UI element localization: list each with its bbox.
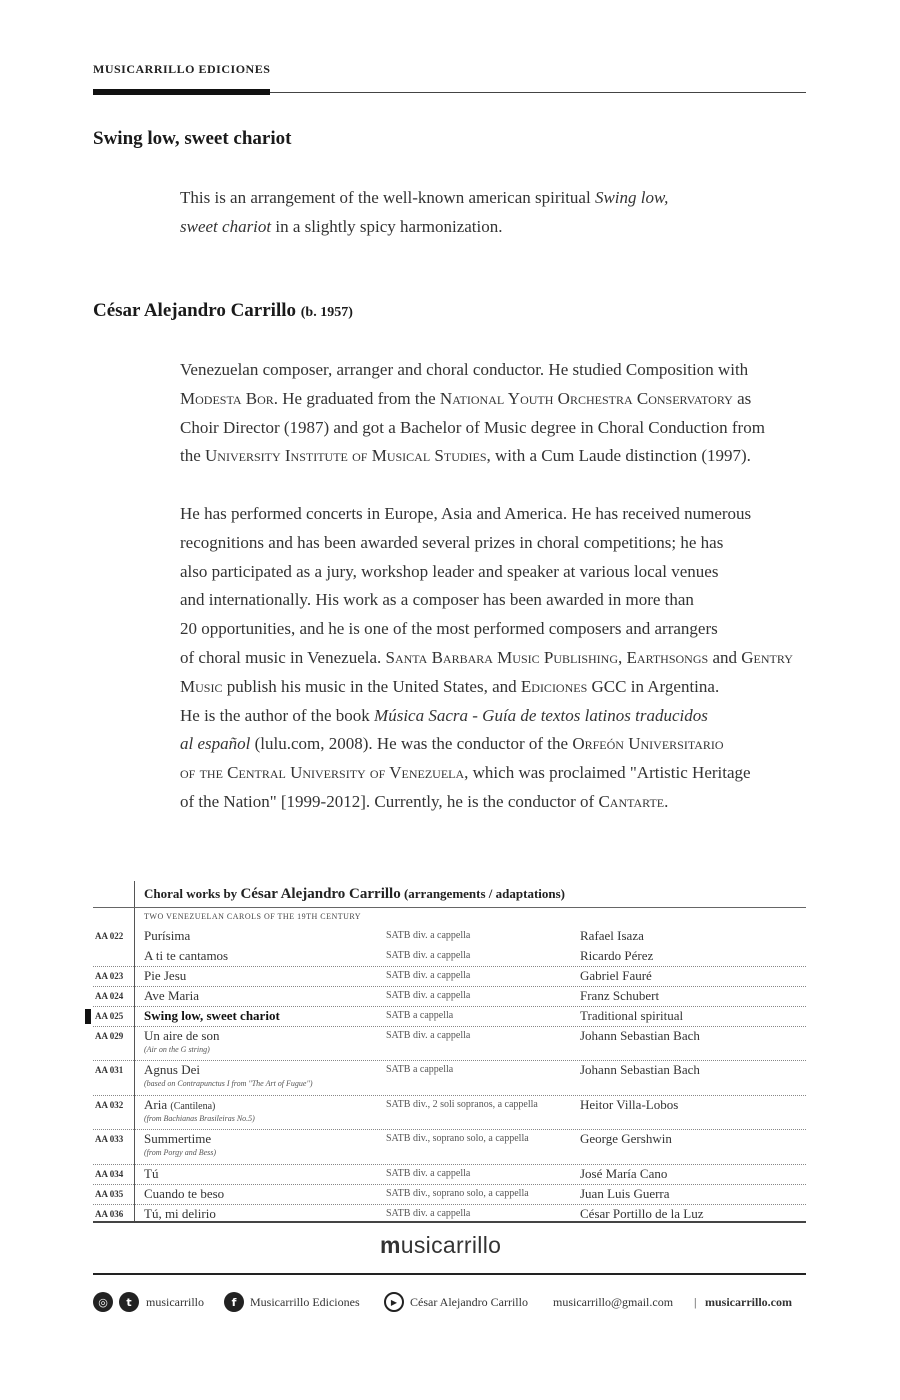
work-composer: Traditional spiritual xyxy=(580,1008,684,1023)
work-title-text: Purísima xyxy=(144,928,191,943)
work-title-text: Cuando te beso xyxy=(144,1186,225,1201)
facebook-page[interactable]: Musicarrillo Ediciones xyxy=(250,1295,360,1309)
work-composer: Ricardo Pérez xyxy=(580,948,654,963)
footer-separator: | xyxy=(694,1295,697,1309)
work-voicing: SATB div., soprano solo, a cappella xyxy=(386,1188,529,1199)
work-title-text: Tú, mi delirio xyxy=(144,1206,216,1221)
composer-years: (b. 1957) xyxy=(300,305,353,320)
work-title xyxy=(144,1186,224,1202)
musicarrillo-logo: musicarrillo xyxy=(380,1232,502,1258)
work-source-note: (from Porgy and Bess) xyxy=(144,1148,217,1157)
group-label: TWO VENEZUELAN CAROLS OF THE 19TH CENTURY xyxy=(144,912,362,921)
footer-rule xyxy=(93,1273,806,1275)
work-title-text: Pie Jesu xyxy=(144,968,187,983)
work-code: AA 035 xyxy=(95,1189,124,1199)
work-title xyxy=(144,948,228,964)
work-subtitle: (Cantilena) xyxy=(170,1101,216,1112)
work-voicing: SATB div. a cappella xyxy=(386,1030,471,1041)
row-rule xyxy=(93,1060,806,1061)
work-title-text: A ti te cantamos xyxy=(144,948,229,963)
row-rule xyxy=(93,1204,806,1205)
composer-name: César Alejandro Carrillo xyxy=(93,300,296,321)
work-title xyxy=(144,1097,215,1113)
row-rule xyxy=(93,1095,806,1096)
work-code: AA 025 xyxy=(95,1011,124,1021)
row-rule xyxy=(93,1026,806,1027)
piece-description: This is an arrangement of the well-known american spiritual Swing low, sweet chariot in a slightly spicy harmonization. xyxy=(180,188,669,236)
work-composer: José María Cano xyxy=(580,1166,668,1181)
work-title xyxy=(144,1028,219,1044)
work-composer: Franz Schubert xyxy=(580,988,660,1003)
row-rule xyxy=(93,966,806,967)
bio-paragraph-2: He has performed concerts in Europe, Asia and America. He has received numerous recognitions and has been awarded several prizes in choral competitions; he has also participated as a jury, workshop leader and speaker at various local venues and internationally. His work as a composer has been awarded in more than 20 opportunities, and he is one of the most performed composers and arrangers of choral music in Venezuela. Santa Barbara Music Publishing, Earthsongs and Gentry Music publish his music in the United States, and Ediciones GCC in Argentina. He is the author of the book Música Sacra - Guía de textos latinos traducidos al español (lulu.com, 2008). He was the conductor of the Orfeón Universitario of the Central University of Venezuela, which was proclaimed "Artistic Heritage of the Nation" [1999-2012]. Currently, he is the conductor of Cantarte. xyxy=(180,504,793,811)
work-code: AA 031 xyxy=(95,1065,124,1075)
work-voicing: SATB div., 2 soli sopranos, a cappella xyxy=(386,1099,538,1110)
work-voicing: SATB div., soprano solo, a cappella xyxy=(386,1133,529,1144)
work-title xyxy=(144,1008,280,1024)
work-voicing: SATB a cappella xyxy=(386,1010,454,1021)
work-code: AA 023 xyxy=(95,971,124,981)
bio-paragraph-1: Venezuelan composer, arranger and choral conductor. He studied Composition with Modesta Bor. He graduated from the National Youth Orchestra Conservatory as Choir Director (1987) and got a Bachelor of Music degree in Choral Conduction from the University Institute of Musical Studies, with a Cum Laude distinction (1997). xyxy=(180,360,765,466)
work-source-note: (Air on the G string) xyxy=(144,1045,210,1054)
work-voicing: SATB div. a cappella xyxy=(386,950,471,961)
work-code: AA 022 xyxy=(95,931,124,941)
work-voicing: SATB a cappella xyxy=(386,1064,454,1075)
row-rule xyxy=(93,986,806,987)
table-bottom-rule xyxy=(93,1221,806,1223)
composer-heading xyxy=(93,300,353,322)
row-rule xyxy=(93,1164,806,1165)
work-title xyxy=(144,968,186,984)
header-accent-bar xyxy=(93,89,270,95)
youtube-channel[interactable]: César Alejandro Carrillo xyxy=(410,1295,528,1309)
work-voicing: SATB div. a cappella xyxy=(386,1208,471,1219)
work-title xyxy=(144,928,190,944)
piece-title: Swing low, sweet chariot xyxy=(93,128,292,149)
work-title-text: Tú xyxy=(144,1166,159,1181)
work-title xyxy=(144,1206,216,1222)
work-source-note: (from Bachianas Brasileiras No.5) xyxy=(144,1114,255,1123)
work-voicing: SATB div. a cappella xyxy=(386,990,471,1001)
work-title-text: Aria xyxy=(144,1097,168,1112)
work-code: AA 032 xyxy=(95,1100,124,1110)
work-title xyxy=(144,988,199,1004)
work-composer: César Portillo de la Luz xyxy=(580,1206,704,1221)
work-composer: Gabriel Fauré xyxy=(580,968,652,983)
work-title xyxy=(144,1166,158,1182)
work-code: AA 029 xyxy=(95,1031,124,1041)
work-voicing: SATB div. a cappella xyxy=(386,970,471,981)
social-handle[interactable]: musicarrillo xyxy=(146,1295,204,1309)
row-rule xyxy=(93,1184,806,1185)
work-title-text: Agnus Dei xyxy=(144,1062,200,1077)
work-code: AA 033 xyxy=(95,1134,124,1144)
table-divider xyxy=(134,881,135,1222)
work-composer: Johann Sebastian Bach xyxy=(580,1028,700,1043)
twitter-icon[interactable]: t xyxy=(119,1292,139,1312)
row-rule xyxy=(93,1129,806,1130)
instagram-icon[interactable]: ◎ xyxy=(93,1292,113,1312)
work-composer: Johann Sebastian Bach xyxy=(580,1062,700,1077)
website-link[interactable]: musicarrillo.com xyxy=(705,1295,792,1309)
work-composer: George Gershwin xyxy=(580,1131,672,1146)
work-title xyxy=(144,1062,200,1078)
facebook-icon[interactable]: f xyxy=(224,1292,244,1312)
table-header-rule xyxy=(93,907,806,908)
work-title-text: Swing low, sweet chariot xyxy=(144,1008,280,1023)
work-voicing: SATB div. a cappella xyxy=(386,930,471,941)
work-code: AA 024 xyxy=(95,991,124,1001)
work-composer: Heitor Villa-Lobos xyxy=(580,1097,679,1112)
work-voicing: SATB div. a cappella xyxy=(386,1168,471,1179)
work-title-text: Un aire de son xyxy=(144,1028,220,1043)
work-composer: Juan Luis Guerra xyxy=(580,1186,670,1201)
work-title-text: Ave Maria xyxy=(144,988,199,1003)
work-composer: Rafael Isaza xyxy=(580,928,644,943)
email-link[interactable]: musicarrillo@gmail.com xyxy=(553,1295,674,1309)
works-table-title: Choral works by César Alejandro Carrillo (arrangements / adaptations) xyxy=(144,886,565,902)
publisher-name: MUSICARRILLO EDICIONES xyxy=(93,62,271,76)
work-code: AA 036 xyxy=(95,1209,124,1219)
work-code: AA 034 xyxy=(95,1169,124,1179)
work-title-text: Summertime xyxy=(144,1131,212,1146)
row-rule xyxy=(93,1006,806,1007)
work-title xyxy=(144,1131,211,1147)
work-source-note: (based on Contrapunctus I from "The Art of Fugue") xyxy=(144,1079,313,1088)
youtube-icon[interactable]: ▶ xyxy=(384,1292,404,1312)
